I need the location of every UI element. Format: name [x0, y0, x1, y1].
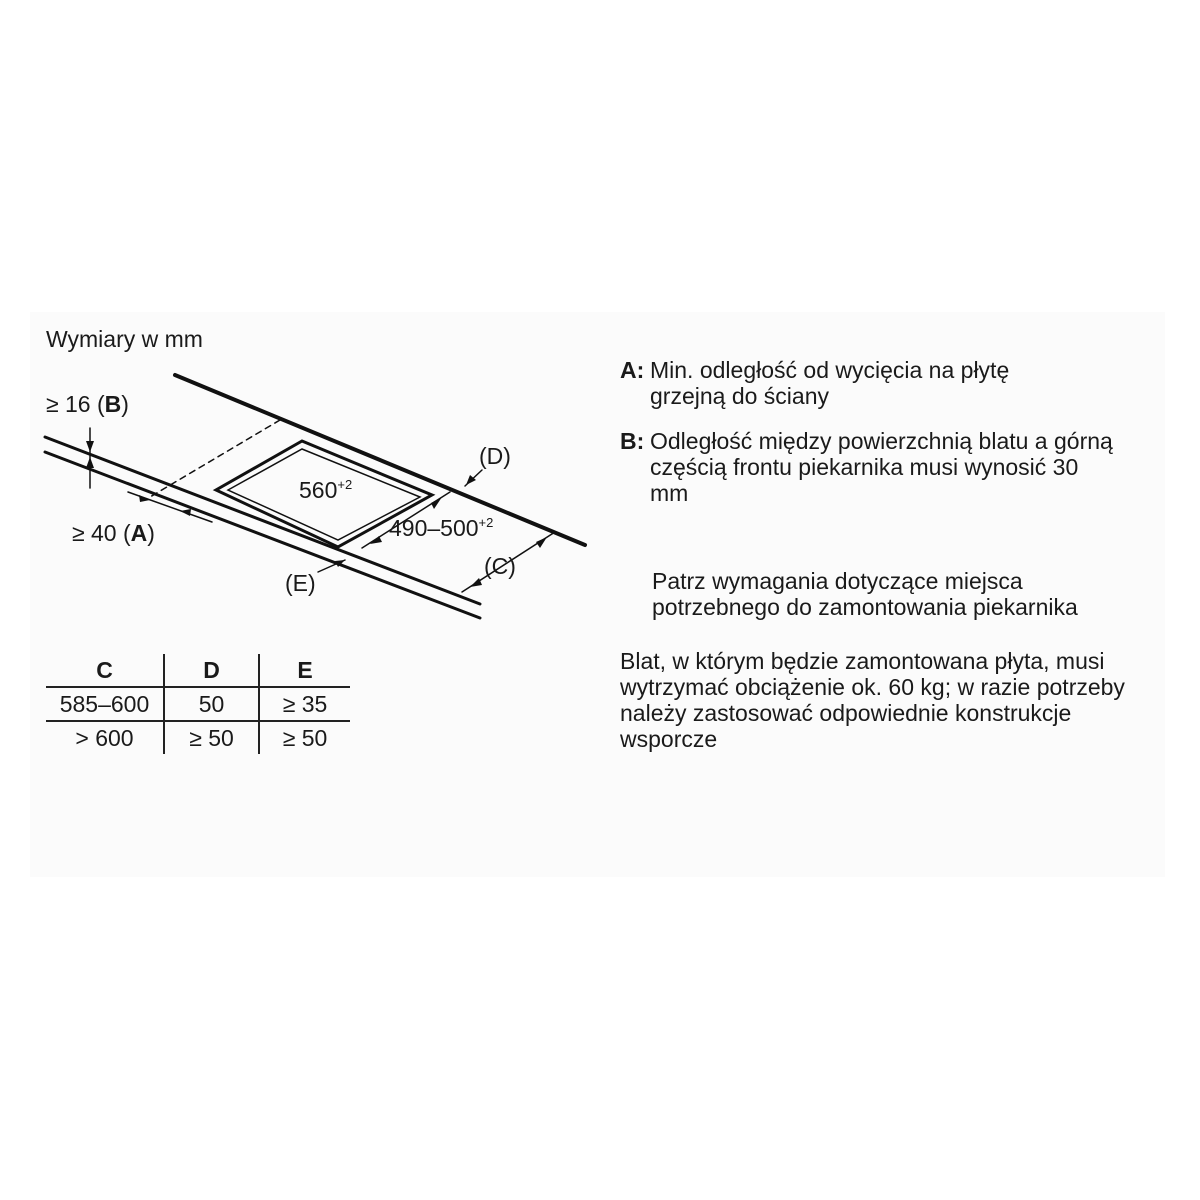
cutout-depth-value: 490–500 — [389, 515, 479, 541]
cutout-width-label — [299, 477, 352, 503]
note-a — [620, 357, 1120, 409]
cutout-width-value: 560 — [299, 477, 338, 503]
label-b-dimension — [46, 391, 129, 417]
units-label: Wymiary w mm — [46, 326, 203, 352]
label-e: (E) — [285, 570, 316, 596]
label-a-value: ≥ 40 ( — [72, 520, 131, 546]
oven-space-note: Patrz wymagania dotyczące miejsca potrzebnego do zamontowania piekarnika — [652, 568, 1078, 620]
cutout-depth-tolerance: +2 — [478, 515, 494, 530]
label-a-close: ) — [147, 520, 155, 546]
label-c: (C) — [484, 553, 516, 579]
dim-b-arrow-bottom — [86, 457, 94, 468]
cutout-width-tolerance: +2 — [337, 477, 353, 492]
dim-a-arrow-right — [180, 509, 191, 516]
label-b-key: B — [104, 391, 122, 417]
dim-c-arrow-top — [536, 537, 547, 548]
label-a-key: A — [130, 520, 148, 546]
table-cell: 50 — [164, 687, 259, 721]
table-header-d: D — [164, 654, 259, 687]
worktop-load-note: Blat, w którym będzie zamontowana płyta, musi wytrzymać obciążenie ok. 60 kg; w razie potrzeby należy zastosować odpowiednie konstrukcje wsporcze — [620, 648, 1125, 752]
table-cell: ≥ 50 — [259, 721, 350, 754]
label-b-close: ) — [121, 391, 129, 417]
worktop-back-edge — [175, 375, 585, 545]
table-cell: ≥ 50 — [164, 721, 259, 754]
notes-list — [620, 357, 1120, 525]
note-a-key: A: — [620, 357, 645, 383]
cutout-depth-label — [389, 515, 493, 541]
dim-c-arrow-bottom — [470, 578, 482, 587]
dim-depth-arrow-top — [431, 497, 442, 509]
note-a-text: Min. odległość od wycięcia na płytę grzejną do ściany — [650, 357, 1010, 409]
table-row — [46, 721, 350, 754]
dim-b-arrow-top — [86, 441, 94, 452]
dimension-table — [46, 654, 350, 754]
label-d: (D) — [479, 443, 511, 469]
note-b — [620, 428, 1120, 506]
table-row — [46, 687, 350, 721]
label-a-dimension — [72, 520, 155, 546]
table-cell: ≥ 35 — [259, 687, 350, 721]
table-cell: 585–600 — [46, 687, 164, 721]
table-header-row — [46, 654, 350, 687]
note-b-text: Odległość między powierzchnią blatu a górną częścią frontu piekarnika musi wynosić 30 mm — [650, 428, 1113, 506]
table-header-e: E — [259, 654, 350, 687]
note-b-key: B: — [620, 428, 645, 454]
label-b-value: ≥ 16 ( — [46, 391, 105, 417]
table-cell: > 600 — [75, 724, 134, 751]
table-header-c: C — [46, 654, 164, 687]
